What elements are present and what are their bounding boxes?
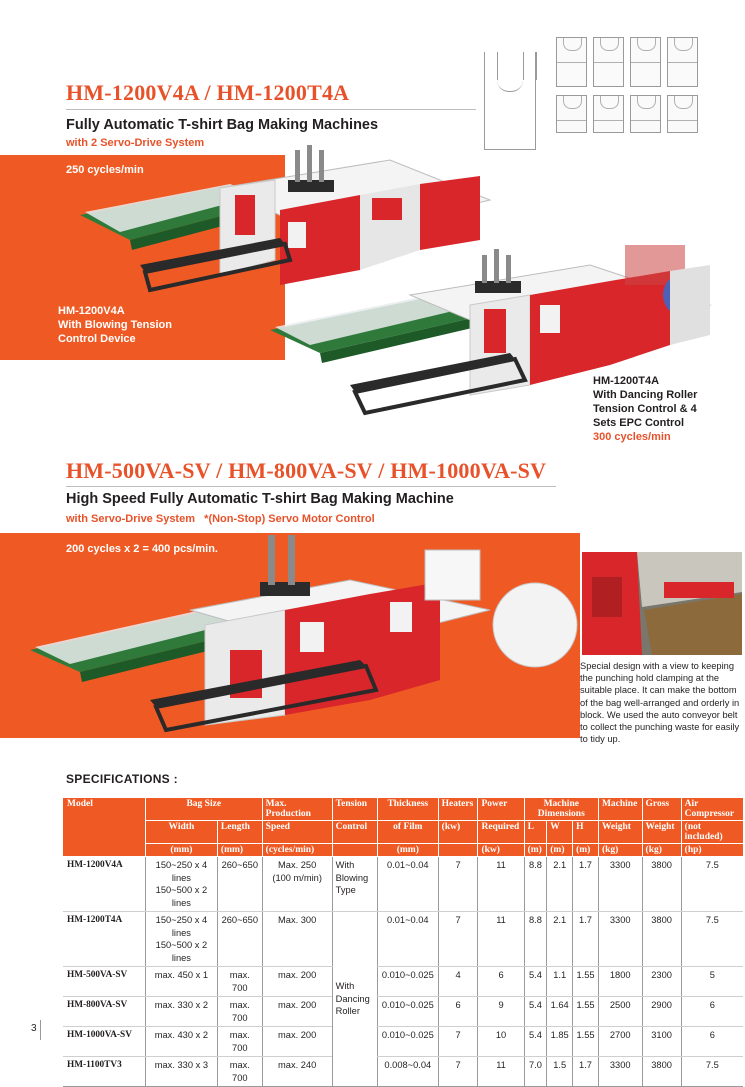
col-dim-h: H [573, 821, 599, 844]
spec-header-row-3 [63, 844, 743, 857]
col-tension-2: Control [332, 821, 377, 844]
cell-power: 6 [478, 967, 524, 997]
cell-thickness: 0.010~0.025 [377, 1027, 438, 1057]
bag-outline-icon [630, 95, 661, 133]
col-bag-size: Bag Size [145, 798, 262, 821]
punching-detail-photo [582, 552, 742, 655]
cell-model: HM-1100TV3 [63, 1057, 145, 1087]
cell-w: 2.1 [547, 857, 573, 912]
label-v4a-line3: Control Device [58, 333, 136, 345]
cell-width: max. 330 x 3 [145, 1057, 217, 1087]
label-t4a-speed: 300 cycles/min [593, 431, 671, 443]
section2-title: HM-500VA-SV / HM-800VA-SV / HM-1000VA-SV [66, 458, 547, 483]
cell-width: max. 450 x 1 [145, 967, 217, 997]
cell-heaters: 7 [438, 912, 478, 967]
cell-speed: Max. 250 (100 m/min) [262, 857, 332, 912]
col-dimensions: Machine Dimensions [524, 798, 598, 821]
cell-tension: With Blowing Type [332, 857, 377, 912]
cell-heaters: 7 [438, 1057, 478, 1087]
cell-speed: max. 200 [262, 967, 332, 997]
cell-power: 10 [478, 1027, 524, 1057]
cell-model: HM-1200T4A [63, 912, 145, 967]
cell-h: 1.7 [573, 857, 599, 912]
cell-model: HM-1000VA-SV [63, 1027, 145, 1057]
col-dim-l: L [524, 821, 547, 844]
cell-heaters: 4 [438, 967, 478, 997]
section2-subtitle: High Speed Fully Automatic T-shirt Bag Making Machine [66, 491, 454, 507]
bag-outline-icon [667, 95, 698, 133]
col-power: Power [478, 798, 524, 821]
cell-weight: 2500 [598, 997, 642, 1027]
cell-air: 7.5 [681, 912, 743, 967]
label-hm1200t4a [593, 374, 697, 444]
table-row [63, 1057, 743, 1087]
bag-outline-icon [630, 37, 661, 87]
cell-l: 5.4 [524, 967, 547, 997]
cell-weight: 2700 [598, 1027, 642, 1057]
cell-power: 11 [478, 1057, 524, 1087]
cell-weight: 1800 [598, 967, 642, 997]
cell-thickness: 0.010~0.025 [377, 997, 438, 1027]
col-dim-w: W [547, 821, 573, 844]
col-thickness: Thickness [377, 798, 438, 821]
cell-length: 260~650 [217, 912, 262, 967]
section1-title-rule [66, 109, 476, 110]
cell-l: 7.0 [524, 1057, 547, 1087]
section2-title-rule [66, 486, 556, 487]
col-heaters-blank [438, 844, 478, 857]
table-row [63, 912, 743, 967]
cell-tension-dancing: With Dancing Roller [332, 912, 377, 1087]
cell-width: max. 330 x 2 [145, 997, 217, 1027]
cell-length: 260~650 [217, 857, 262, 912]
cell-l: 8.8 [524, 857, 547, 912]
cell-weight: 3300 [598, 912, 642, 967]
photo-note: Special design with a view to keeping the punching hold clamping at the suitable place. It can make the bottom of the bag well-arranged and orderly in block. We used the auto conveyor belt to collect the punching waste for easily to tidy up. [580, 661, 740, 745]
cell-h: 1.55 [573, 967, 599, 997]
col-thickness-unit: (mm) [377, 844, 438, 857]
cell-gross: 3800 [642, 1057, 681, 1087]
bag-outline-icon [556, 95, 587, 133]
col-dim-l-unit: (m) [524, 844, 547, 857]
cell-model: HM-500VA-SV [63, 967, 145, 997]
table-row [63, 967, 743, 997]
section1-title: HM-1200V4A / HM-1200T4A [66, 80, 350, 105]
spec-header-row-1 [63, 798, 743, 821]
cell-speed: max. 240 [262, 1057, 332, 1087]
col-heaters-unit: (kw) [438, 821, 478, 844]
col-power-2: Required [478, 821, 524, 844]
cell-heaters: 7 [438, 857, 478, 912]
cell-air: 7.5 [681, 857, 743, 912]
cell-air: 6 [681, 997, 743, 1027]
cell-width: max. 430 x 2 [145, 1027, 217, 1057]
cell-width: 150~250 x 4 lines 150~500 x 2 lines [145, 857, 217, 912]
table-row [63, 1027, 743, 1057]
cell-air: 6 [681, 1027, 743, 1057]
cell-air: 7.5 [681, 1057, 743, 1087]
col-weight: Machine [598, 798, 642, 821]
cell-speed: max. 200 [262, 997, 332, 1027]
label-t4a-line1: HM-1200T4A [593, 375, 660, 387]
page-number: 3 [31, 1023, 37, 1034]
cell-w: 1.1 [547, 967, 573, 997]
cell-thickness: 0.008~0.04 [377, 1057, 438, 1087]
cell-power: 9 [478, 997, 524, 1027]
bag-variants-icons [556, 37, 698, 133]
label-v4a-line1: HM-1200V4A [58, 305, 125, 317]
section1-speed: 250 cycles/min [66, 164, 144, 176]
cell-thickness: 0.01~0.04 [377, 857, 438, 912]
col-gross: Gross [642, 798, 681, 821]
spec-header-row-2 [63, 821, 743, 844]
table-row [63, 997, 743, 1027]
cell-gross: 3100 [642, 1027, 681, 1057]
cell-gross: 2900 [642, 997, 681, 1027]
cell-speed: Max. 300 [262, 912, 332, 967]
col-dim-h-unit: (m) [573, 844, 599, 857]
cell-weight: 3300 [598, 857, 642, 912]
section1-subtitle: Fully Automatic T-shirt Bag Making Machines [66, 117, 379, 133]
cell-gross: 3800 [642, 912, 681, 967]
cell-air: 5 [681, 967, 743, 997]
cell-h: 1.55 [573, 1027, 599, 1057]
bag-outline-icon [556, 37, 587, 87]
cell-power: 11 [478, 912, 524, 967]
section1-subsubtitle: with 2 Servo-Drive System [66, 137, 205, 149]
cell-w: 2.1 [547, 912, 573, 967]
cell-l: 5.4 [524, 997, 547, 1027]
col-weight-unit: (kg) [598, 844, 642, 857]
col-air-2: (not included) [681, 821, 743, 844]
cell-length: max. 700 [217, 1057, 262, 1087]
cell-length: max. 700 [217, 1027, 262, 1057]
cell-h: 1.55 [573, 997, 599, 1027]
col-max-speed: Max. Production [262, 798, 332, 821]
col-heaters: Heaters [438, 798, 478, 821]
col-power-unit: (kw) [478, 844, 524, 857]
tshirt-bag-icon [484, 52, 536, 150]
cell-model: HM-800VA-SV [63, 997, 145, 1027]
specifications-heading: SPECIFICATIONS : [66, 772, 178, 786]
cell-thickness: 0.010~0.025 [377, 967, 438, 997]
specifications-table [63, 798, 743, 1087]
page-number-rule [40, 1020, 41, 1040]
col-dim-w-unit: (m) [547, 844, 573, 857]
cell-width: 150~250 x 4 lines 150~500 x 2 lines [145, 912, 217, 967]
col-gross-unit: (kg) [642, 844, 681, 857]
label-t4a-line3: Tension Control & 4 [593, 403, 697, 415]
label-t4a-line4: Sets EPC Control [593, 417, 685, 429]
label-v4a-line2: With Blowing Tension [58, 319, 172, 331]
cell-power: 11 [478, 857, 524, 912]
cell-h: 1.7 [573, 1057, 599, 1087]
col-weight-2: Weight [598, 821, 642, 844]
cell-w: 1.85 [547, 1027, 573, 1057]
cell-thickness: 0.01~0.04 [377, 912, 438, 967]
cell-l: 8.8 [524, 912, 547, 967]
col-air-unit: (hp) [681, 844, 743, 857]
section2-speed: 200 cycles x 2 = 400 pcs/min. [66, 543, 218, 555]
cell-l: 5.4 [524, 1027, 547, 1057]
bag-outline-icon [593, 95, 624, 133]
cell-heaters: 7 [438, 1027, 478, 1057]
cell-h: 1.7 [573, 912, 599, 967]
col-length-unit: (mm) [217, 844, 262, 857]
cell-speed: max. 200 [262, 1027, 332, 1057]
cell-length: max. 700 [217, 997, 262, 1027]
cell-w: 1.64 [547, 997, 573, 1027]
col-length: Length [217, 821, 262, 844]
col-thickness-2: of Film [377, 821, 438, 844]
col-width: Width [145, 821, 217, 844]
cell-heaters: 6 [438, 997, 478, 1027]
cell-gross: 2300 [642, 967, 681, 997]
col-tension: Tension [332, 798, 377, 821]
col-air: Air Compressor [681, 798, 743, 821]
machine-hm-va-sv-image [30, 530, 580, 740]
col-max-speed-2: Speed [262, 821, 332, 844]
cell-w: 1.5 [547, 1057, 573, 1087]
cell-gross: 3800 [642, 857, 681, 912]
bag-outline-icon [667, 37, 698, 87]
col-tension-blank [332, 844, 377, 857]
label-t4a-line2: With Dancing Roller [593, 389, 698, 401]
col-gross-2: Weight [642, 821, 681, 844]
table-row [63, 857, 743, 912]
cell-weight: 3300 [598, 1057, 642, 1087]
cell-model: HM-1200V4A [63, 857, 145, 912]
section2-subsubtitle: with Servo-Drive System *(Non-Stop) Servo Motor Control [66, 513, 375, 525]
cell-length: max. 700 [217, 967, 262, 997]
col-width-unit: (mm) [145, 844, 217, 857]
col-max-speed-unit: (cycles/min) [262, 844, 332, 857]
col-model: Model [63, 798, 145, 857]
bag-outline-icon [593, 37, 624, 87]
